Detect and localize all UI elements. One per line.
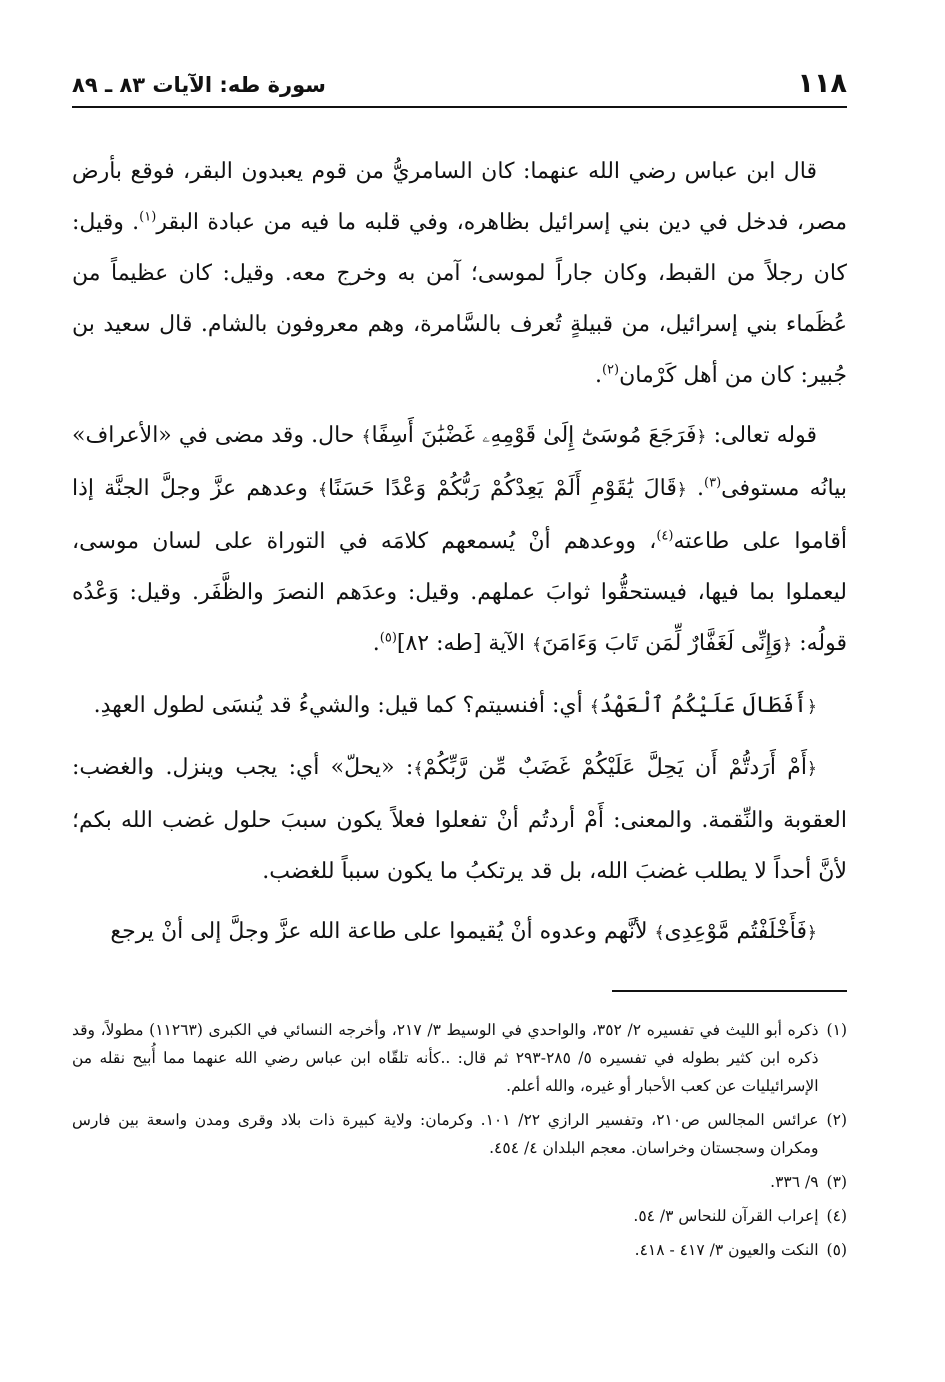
paragraph-text: وعدهم عزَّ وجلَّ الجنَّة إذا أقاموا على طاعته [72, 476, 847, 554]
quran-bracket-open: ﴿ [807, 923, 817, 943]
quran-bracket-close: ﴾ [589, 697, 600, 717]
footnote-number: (٤) [826, 1207, 847, 1225]
paragraph-afatala [72, 680, 847, 733]
quran-bracket-open: ﴿ [807, 697, 817, 717]
page-header [72, 66, 847, 106]
quran-bracket-open: ﴿ [782, 635, 793, 655]
footnote-item [72, 1202, 847, 1230]
footnote-text: ذكره أبو الليث في تفسيره ٢/ ٣٥٢، والواحدي في الوسيط ٣/ ٢١٧، وأخرجه النسائي في الكبرى (١١٢٦٣) مطولاً، وقد ذكره ابن كثير بطوله في تفسيره ٥/ ٢٨٥-٢٩٣ ثم قال: ..كأنه تلقّاه ابن عباس رضي الله عنهما مما أُبيح نقله من الإسرائيليات عن كعب الأحبار أو غيره، والله أعلم. [72, 1021, 819, 1095]
footnote-number: (١) [826, 1021, 847, 1039]
footnotes [72, 1016, 847, 1270]
quran-verse: أَفَطَالَ عَلَيْكُمُ ٱلْعَهْدُ [599, 693, 808, 718]
quran-verse: أَمْ أَرَدتُّمْ أَن يَحِلَّ عَلَيْكُمْ غَضَبٌ مِّن رَّبِّكُمْ [423, 755, 808, 780]
quran-bracket-close: ﴾ [532, 635, 542, 655]
paragraph-text: أي: أفنسيتم؟ كما قيل: والشيءُ قد يُنسَى لطول العهدِ. [93, 693, 583, 718]
quran-bracket-close: ﴾ [318, 480, 329, 500]
quran-bracket-open: ﴿ [696, 427, 707, 447]
paragraph-text: . [697, 476, 705, 501]
footnote-text: إعراب القرآن للنحاس ٣/ ٥٤. [633, 1207, 819, 1225]
footnote-item [72, 1236, 847, 1264]
footnote-ref: (٢) [601, 362, 620, 378]
footnote-item [72, 1168, 847, 1196]
quran-bracket-close: ﴾ [413, 759, 424, 779]
paragraph-samiri: قال ابن عباس رضي الله عنهما: كان السامريُّ من قوم يعبدون البقر، فوقع بأرض مصر، فدخل في دين بني إسرائيل بظاهره، وفي قلبه ما فيه من عبادة البقر$^{(١)}$. وقيل: كان رجلاً من القبط، وكان جاراً لموسى؛ آمن به وخرج معه. وقيل: كان عظيماً من عُظَماء بني إسرائيل، من قبيلةٍ تُعرف بالسَّامرة، وهم معروفون بالشام. قال سعيد بن جُبير: كان من أهل كَرْمان$^{(٢)}$. [72, 159, 847, 388]
paragraph-text: لأنَّهم وعدوه أنْ يُقيموا على طاعة الله عزَّ وجلَّ إلى أنْ يرجع [110, 919, 648, 944]
paragraph-am-aradtum [72, 742, 847, 897]
footnote-separator [612, 990, 847, 992]
paragraph-text: ، ووعدهم أنْ يُسمعهم كلامَه في التوراة على لسان موسى، ليعملوا بما فيها، فيستحقُّوا ثوابَ عملهم. وقيل: وعدَهم النصرَ والظَّفَر. وقيل: وَعْدُه قولُه: [72, 529, 847, 656]
footnote-text: النكت والعيون ٣/ ٤١٧ - ٤١٨. [634, 1241, 819, 1259]
paragraph-text: . [372, 631, 380, 656]
footnote-text: عرائس المجالس ص٢١٠، وتفسير الرازي ٢٢/ ١٠١. وكرمان: ولاية كبيرة ذات بلاد وقرى ومدن واسعة بين فارس ومكران وسجستان وخراسان. معجم البلدان ٤/ ٤٥٤. [72, 1111, 819, 1157]
footnote-number: (٥) [826, 1241, 847, 1259]
quran-bracket-close: ﴾ [654, 923, 665, 943]
footnote-ref: (٤) [656, 528, 674, 544]
page-number: ١١٨ [797, 68, 847, 99]
quran-verse: وَإِنِّى لَغَفَّارٌ لِّمَن تَابَ وَءَامَنَ [541, 631, 783, 656]
paragraph-text: قوله تعالى: [713, 423, 818, 448]
quran-bracket-open: ﴿ [676, 480, 687, 500]
header-rule [72, 106, 847, 108]
footnote-ref: (١) [139, 209, 157, 225]
footnote-item [72, 1106, 847, 1162]
paragraph-text: وقيل: كان رجلاً من القبط، وكان جاراً لموسى؛ آمن به وخرج معه. وقيل: كان عظيماً من عُظَماء بني إسرائيل، من قبيلةٍ تُعرف بالسَّامرة، وهم معروفون بالشام. قال سعيد بن جُبير: كان من أهل كَرْمان [72, 210, 847, 388]
paragraph-text: حال. وقد مضى في «الأعراف» بيانُه مستوفى [72, 423, 847, 501]
paragraph-text: . [132, 210, 140, 235]
paragraph-fa-akhlaftum [72, 906, 847, 959]
quran-bracket-open: ﴿ [807, 759, 817, 779]
footnote-ref: (٥) [379, 630, 397, 646]
paragraph-text: : «يحلّ» أي: يجب وينزل. والغضب: العقوبة والنِّقمة. والمعنى: أَمْ أردتُم أنْ تفعلوا فعلاً يكون سببَ حلول غضب الله بكم؛ لأنَّ أحداً لا يطلب غضبَ الله، بل قد يرتكبُ ما يكون سبباً للغضب. [72, 755, 847, 884]
quran-bracket-close: ﴾ [361, 427, 372, 447]
footnote-number: (٣) [826, 1173, 847, 1191]
paragraph-text: قال ابن عباس رضي الله عنهما: كان السامريُّ من قوم يعبدون البقر، فوقع بأرض مصر، فدخل في دين بني إسرائيل بظاهره، وفي قلبه ما فيه من عبادة البقر [72, 159, 847, 235]
main-text [72, 146, 847, 968]
paragraph-text: الآية [طه: ٨٢] [396, 631, 525, 656]
footnote-text: ٩/ ٣٣٦. [770, 1173, 819, 1191]
running-title: سورة طه: الآيات ٨٣ ـ ٨٩ [72, 73, 326, 97]
quran-verse: فَأَخْلَفْتُم مَّوْعِدِى [664, 919, 808, 944]
paragraph-fa-rajaa [72, 410, 847, 671]
footnote-item [72, 1016, 847, 1100]
footnote-number: (٢) [826, 1111, 847, 1129]
footnote-ref: (٣) [704, 475, 722, 491]
quran-verse: قَالَ يَٰقَوْمِ أَلَمْ يَعِدْكُمْ رَبُّكُمْ وَعْدًا حَسَنًا [328, 476, 677, 501]
quran-verse: فَرَجَعَ مُوسَىٰٓ إِلَىٰ قَوْمِهِۦ غَضْبَٰنَ أَسِفًا [371, 423, 697, 448]
